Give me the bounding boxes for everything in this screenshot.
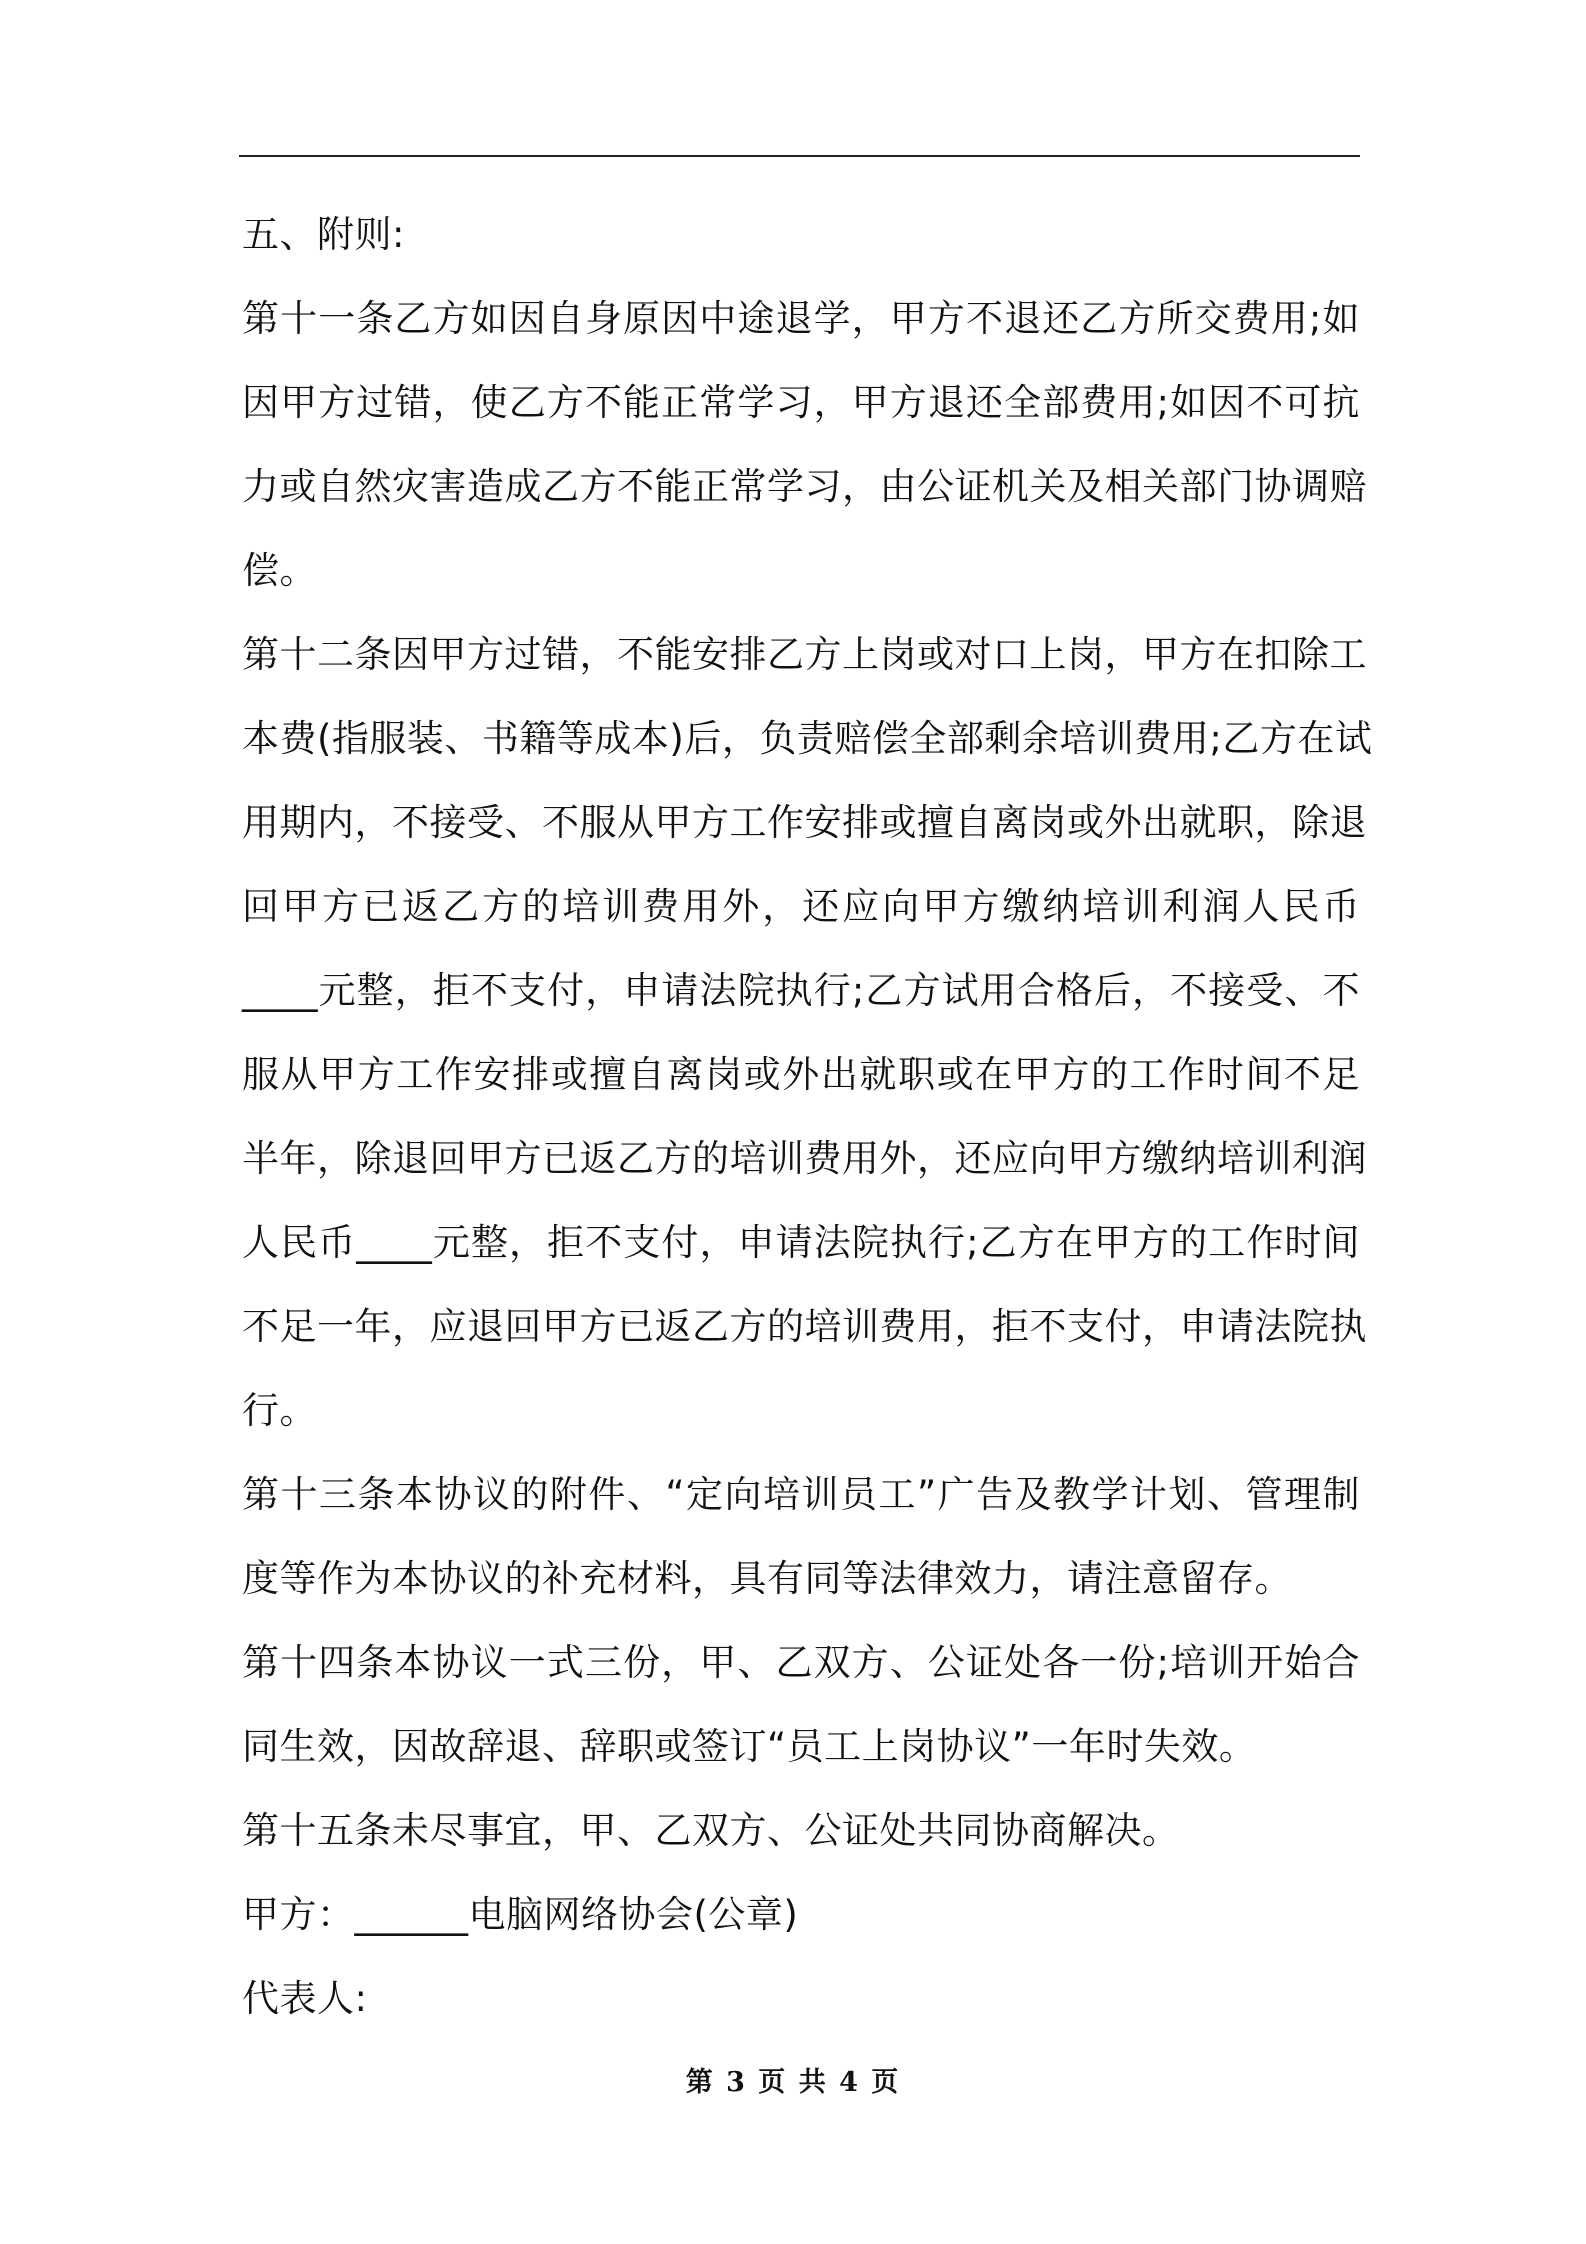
text-line: 第十四条本协议一式三份，甲、乙双方、公证处各一份;培训开始合 [242,1641,1360,1684]
text-line: 人民币____元整，拒不支付，申请法院执行;乙方在甲方的工作时间 [242,1221,1360,1264]
text-line: 行。 [242,1389,317,1432]
text-line: ____元整，拒不支付，申请法院执行;乙方试用合格后，不接受、不 [242,969,1360,1012]
text-line: 五、附则: [242,213,405,256]
text-line: 用期内，不接受、不服从甲方工作安排或擅自离岗或外出就职，除退 [242,801,1367,844]
text-line: 第十五条未尽事宜，甲、乙双方、公证处共同协商解决。 [242,1809,1180,1852]
text-line: 偿。 [242,549,317,592]
text-line: 半年，除退回甲方已返乙方的培训费用外，还应向甲方缴纳培训利润 [242,1137,1367,1180]
page-number: 第 3 页 共 4 页 [685,2067,901,2098]
text-line: 第十二条因甲方过错，不能安排乙方上岗或对口上岗，甲方在扣除工 [242,633,1367,676]
text-line: 回甲方已返乙方的培训费用外，还应向甲方缴纳培训利润人民币 [242,885,1360,928]
header-rule [239,155,1360,157]
text-line: 第十三条本协议的附件、“定向培训员工”广告及教学计划、管理制 [242,1473,1360,1516]
text-line: 不足一年，应退回甲方已返乙方的培训费用，拒不支付，申请法院执 [242,1305,1367,1348]
text-line: 同生效，因故辞退、辞职或签订“员工上岗协议”一年时失效。 [242,1725,1257,1768]
text-line: 代表人: [242,1977,368,2020]
text-line: 本费(指服装、书籍等成本)后，负责赔偿全部剩余培训费用;乙方在试 [242,717,1373,760]
document-body [242,193,1373,2041]
text-line: 力或自然灾害造成乙方不能正常学习，由公证机关及相关部门协调赔 [242,465,1367,508]
text-line: 因甲方过错，使乙方不能正常学习，甲方退还全部费用;如因不可抗 [242,381,1360,424]
text-line: 服从甲方工作安排或擅自离岗或外出就职或在甲方的工作时间不足 [242,1053,1360,1096]
text-line: 第十一条乙方如因自身原因中途退学，甲方不退还乙方所交费用;如 [242,297,1360,340]
text-line: 甲方：______电脑网络协会(公章) [242,1893,799,1936]
text-line: 度等作为本协议的补充材料，具有同等法律效力，请注意留存。 [242,1557,1292,1600]
